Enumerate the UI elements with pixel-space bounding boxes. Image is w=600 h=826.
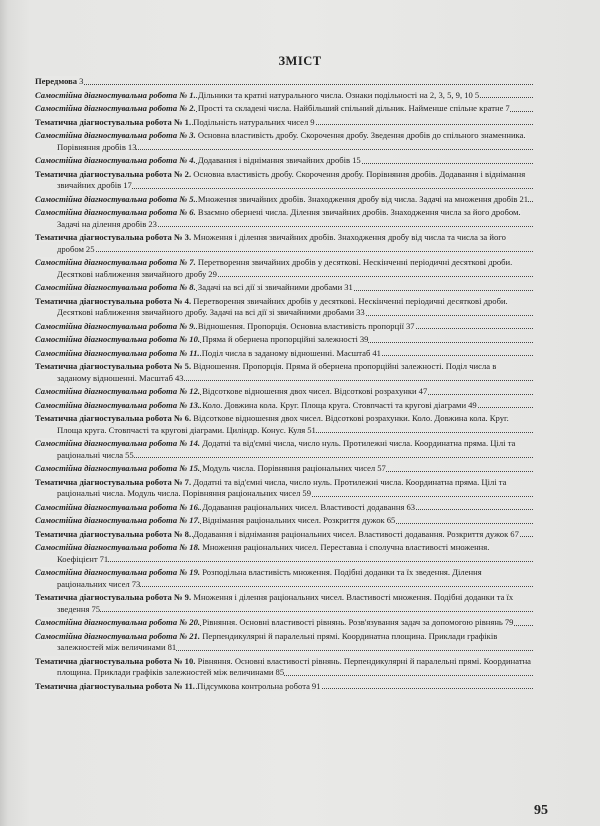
toc-entry-label: Самостійна діагностувальна робота № 7.	[35, 257, 196, 267]
toc-entry-label: Самостійна діагностувальна робота № 14.	[35, 438, 201, 448]
toc-entry[interactable]	[35, 334, 549, 346]
toc-entry-page: 85	[275, 667, 285, 677]
toc-entry[interactable]	[35, 257, 549, 280]
toc-entry-label: Самостійна діагностувальна робота № 1.	[35, 89, 196, 100]
toc-entry-title: Задачі на всі дії зі звичайними дробами	[197, 282, 343, 292]
toc-entry[interactable]	[35, 656, 549, 679]
toc-entry[interactable]	[35, 76, 549, 88]
toc-entry-label: Самостійна діагностувальна робота № 11.	[35, 347, 200, 358]
toc-entry-title: Відсоткове відношення двох чисел. Відсоткові розрахунки	[202, 386, 417, 396]
toc-entry-page: 75	[91, 603, 101, 614]
toc-entry-label: Тематична діагностувальна робота № 10.	[35, 655, 196, 666]
toc-entry[interactable]	[35, 296, 549, 319]
toc-entry-page: 29	[208, 268, 217, 279]
toc-entry-page: 79	[504, 617, 514, 627]
toc-entry[interactable]	[35, 386, 549, 398]
toc-entry-title: Перетворення звичайних дробів у десяткові. Нескінченні періодичні десяткові дроби. Десяткові наближення звичайного дробу. Задачі на всі дії зі звичайними дробами	[57, 295, 508, 317]
toc-entry-page: 65	[386, 515, 396, 525]
toc-entry-page: 41	[372, 347, 381, 358]
toc-entry-title: Розподільна властивість множення. Подібні доданки та їх зведення. Ділення раціональних чисел	[57, 567, 482, 589]
page-title: ЗМІСТ	[278, 54, 322, 68]
toc-entry-title: Додавання і віднімання раціональних чисел. Властивості додавання. Розкриття дужок	[193, 528, 509, 539]
toc-entry-label: Самостійна діагностувальна робота № 3.	[35, 130, 196, 140]
toc-entry-page: 39	[359, 334, 369, 344]
toc-entry-page: 57	[377, 463, 386, 473]
toc-entry[interactable]	[35, 617, 549, 629]
toc-entry-page: 63	[406, 501, 416, 512]
toc-entry-title: Основна властивість дробу. Скорочення дробу. Порівняння дробів. Додавання і віднімання звичайних дробів	[57, 168, 526, 190]
toc-entry[interactable]	[35, 502, 549, 514]
toc-entry[interactable]	[35, 361, 549, 384]
toc-entry-page: 23	[148, 218, 157, 229]
toc-entry[interactable]	[35, 103, 549, 115]
toc-entry-label: Самостійна діагностувальна робота № 10.	[35, 334, 201, 344]
toc-entry-label: Тематична діагностувальна робота № 8.	[35, 528, 192, 539]
toc-entry-page: 73	[131, 578, 141, 589]
toc-entry-label: Самостійна діагностувальна робота № 19.	[35, 567, 201, 577]
toc-entry-label: Передмова	[35, 76, 78, 86]
toc-entry-title: Рівняння. Основні властивості рівнянь. Перпендикулярні й паралельні прямі. Координатна площина. Приклади графіків залежностей між величинами	[57, 655, 531, 677]
toc-entry-page: 59	[302, 488, 311, 498]
toc-entry-title: Множення раціональних чисел. Переставна і сполучна властивості множення. Коефіцієнт	[57, 542, 490, 564]
toc-entry[interactable]	[35, 477, 549, 500]
toc-entry[interactable]	[35, 681, 549, 693]
toc-entry[interactable]	[35, 169, 549, 192]
toc-entry[interactable]	[35, 413, 549, 436]
toc-entry-label: Тематична діагностувальна робота № 3.	[35, 232, 192, 242]
toc-entry[interactable]	[35, 592, 549, 615]
toc-entry-label: Самостійна діагностувальна робота № 21.	[35, 630, 201, 641]
toc-entry-label: Самостійна діагностувальна робота № 5.	[35, 193, 196, 204]
toc-entry-title: Дільники та кратні натурального числа. Ознаки подільності на 2, 3, 5, 9, 10	[197, 89, 473, 100]
toc-entry-label: Самостійна діагностувальна робота № 4.	[35, 155, 196, 165]
page-number: 95	[534, 803, 548, 818]
toc-entry[interactable]	[35, 463, 549, 475]
toc-entry-title: Основна властивість дробу. Скорочення дробу. Зведення дробів до спільного знаменника. Порівняння дробів	[57, 130, 526, 152]
toc-entry[interactable]	[35, 400, 549, 412]
toc-entry[interactable]	[35, 194, 549, 206]
toc-entry-title: Додавання раціональних чисел. Властивості додавання	[202, 501, 405, 512]
toc-entry[interactable]	[35, 515, 549, 527]
toc-entry-page: 7	[505, 103, 510, 113]
toc-entry[interactable]	[35, 631, 549, 654]
toc-entry-label: Самостійна діагностувальна робота № 16.	[35, 501, 201, 512]
toc-entry-title: Відсоткове відношення двох чисел. Відсоткові розрахунки. Коло. Довжина кола. Круг. Площа круга. Стовпчасті та кругові діаграми. Циліндр. Конус. Куля	[57, 413, 509, 435]
toc-entry-label: Тематична діагностувальна робота № 7.	[35, 476, 192, 487]
toc-entry[interactable]	[35, 348, 549, 360]
toc-entry-title: Множення і ділення раціональних чисел. Властивості множення. Подібні доданки та їх зведення	[57, 592, 514, 614]
toc-entry[interactable]	[35, 207, 549, 230]
toc-entry-label: Тематична діагностувальна робота № 4.	[35, 295, 192, 306]
toc-entry-title: Множення звичайних дробів. Знаходження дробу від числа. Задачі на множення дробів	[197, 193, 518, 204]
toc-entry-title: Подільність натуральних чисел	[193, 116, 309, 127]
toc-entry-label: Тематична діагностувальна робота № 9.	[35, 592, 192, 602]
toc-entry-page: 3	[79, 76, 84, 86]
toc-entry[interactable]	[35, 529, 549, 541]
toc-entry-label: Самостійна діагностувальна робота № 17.	[35, 515, 201, 525]
toc-entry[interactable]	[35, 155, 549, 167]
toc-entry-title: Додатні та від'ємні числа, число нуль. Протилежні числа. Координатна пряма. Цілі та раціональні числа	[57, 438, 516, 460]
toc-entry[interactable]	[35, 282, 549, 294]
toc-entry-page: 37	[405, 320, 415, 331]
toc-entry[interactable]	[35, 232, 549, 255]
toc-entry-title: Перетворення звичайних дробів у десяткові. Нескінченні періодичні десяткові дроби. Десяткові наближення звичайного дробу	[57, 257, 513, 279]
toc-entry-title: Відношення. Пропорція. Пряма й обернена пропорційні залежності. Поділ числа в заданому відношенні. Масштаб	[57, 361, 497, 383]
toc-entry-page: 43	[174, 372, 184, 383]
toc-entry-page: 47	[418, 386, 428, 396]
toc-entry-title: Множення і ділення звичайних дробів. Знаходження дробу від числа та числа за його дробом	[57, 232, 506, 254]
toc-entry-page: 13	[127, 141, 137, 152]
toc-entry-page: 21	[519, 193, 529, 204]
toc-entry-title: Підсумкова контрольна робота	[197, 680, 310, 691]
toc-entry[interactable]	[35, 90, 549, 102]
toc-entry[interactable]	[35, 542, 549, 565]
toc-entry-label: Тематична діагностувальна робота № 11.	[35, 680, 195, 691]
toc-entry[interactable]	[35, 117, 549, 129]
toc-entry-page: 91	[311, 680, 321, 691]
toc-entry-label: Тематична діагностувальна робота № 2.	[35, 168, 192, 179]
toc-entry-title: Взаємно обернені числа. Ділення звичайних дробів. Знаходження числа за його дробом. Задачі на ділення дробів	[57, 207, 521, 229]
toc-entry-label: Самостійна діагностувальна робота № 6.	[35, 207, 196, 217]
toc-entry[interactable]	[35, 438, 549, 461]
toc-entry-label: Самостійна діагностувальна робота № 13.	[35, 399, 201, 410]
toc-entry-page: 71	[99, 553, 109, 564]
table-of-contents	[35, 74, 549, 692]
toc-entry-title: Додавання і віднімання звичайних дробів	[197, 155, 351, 165]
toc-entry-title: Модуль числа. Порівняння раціональних чисел	[202, 463, 376, 473]
toc-entry-label: Самостійна діагностувальна робота № 8.	[35, 282, 196, 292]
toc-entry-title: Прості та складені числа. Найбільший спільний дільник. Найменше спільне кратне	[197, 103, 504, 113]
toc-entry-title: Коло. Довжина кола. Круг. Площа круга. Стовпчасті та кругові діаграми	[202, 399, 467, 410]
toc-entry-title: Відношення. Пропорція. Основна властивість пропорції	[197, 320, 404, 331]
toc-entry-label: Самостійна діагностувальна робота № 18.	[35, 542, 201, 552]
toc-entry-page: 17	[123, 180, 132, 190]
toc-entry-label: Самостійна діагностувальна робота № 9.	[35, 320, 196, 331]
toc-entry-label: Тематична діагностувальна робота № 6.	[35, 413, 192, 423]
toc-entry-title: Пряма й обернена пропорційні залежності	[202, 334, 358, 344]
toc-entry[interactable]	[35, 130, 549, 153]
toc-entry-label: Самостійна діагностувальна робота № 20.	[35, 617, 201, 627]
toc-entry-title: Додатні та від'ємні числа, число нуль. Протилежні числа. Координатна пряма. Цілі та раціональні числа. Модуль числа. Порівняння раціональних чисел	[57, 476, 507, 498]
toc-entry-page: 9	[310, 116, 315, 127]
toc-entry-title: Рівняння. Основні властивості рівнянь. Розв'язування задач за допомогою рівнянь	[202, 617, 503, 627]
toc-entry-page: 15	[352, 155, 361, 165]
toc-entry[interactable]	[35, 321, 549, 333]
toc-entry-page: 49	[468, 399, 477, 410]
toc-entry-label: Самостійна діагностувальна робота № 12.	[35, 386, 201, 396]
toc-entry-label: Тематична діагностувальна робота № 5.	[35, 361, 192, 371]
toc-entry-page: 51	[307, 424, 316, 435]
toc-entry-label: Самостійна діагностувальна робота № 2.	[35, 103, 196, 113]
toc-entry-page: 67	[510, 528, 519, 539]
toc-entry-page: 5	[474, 89, 480, 100]
toc-entry[interactable]	[35, 567, 549, 590]
toc-entry-title: Віднімання раціональних чисел. Розкриття дужок	[202, 515, 385, 525]
toc-entry-label: Тематична діагностувальна робота № 1.	[35, 116, 192, 127]
toc-entry-title: Перпендикулярні й паралельні прямі. Координатна площина. Приклади графіків залежностей між величинами	[57, 630, 498, 652]
toc-entry-page: 33	[356, 307, 365, 317]
toc-entry-page: 55	[125, 449, 134, 460]
toc-entry-page: 81	[167, 642, 177, 652]
toc-entry-page: 25	[85, 243, 95, 254]
toc-entry-label: Самостійна діагностувальна робота № 15.	[35, 463, 201, 473]
toc-entry-title: Поділ числа в заданому відношенні. Масштаб	[201, 347, 371, 358]
toc-entry-page: 31	[344, 282, 353, 292]
